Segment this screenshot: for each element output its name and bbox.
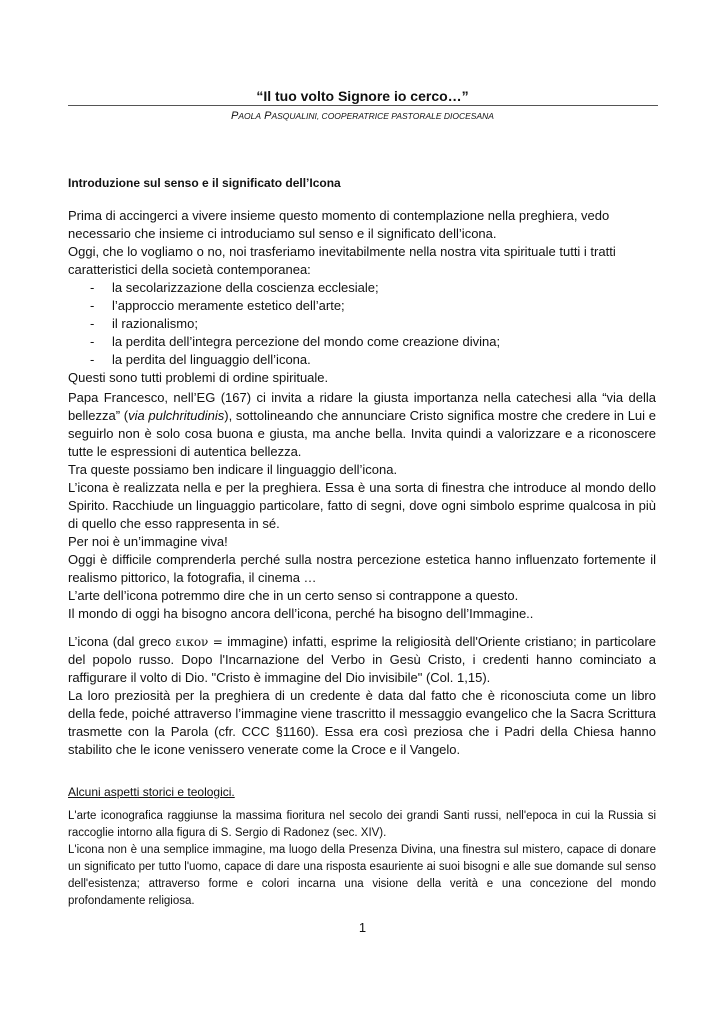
paragraph (68, 389, 656, 461)
list-item-text: la perdita dell’integra percezione del mondo come creazione divina; (112, 334, 501, 349)
document-title: “Il tuo volto Signore io cerco…” (256, 88, 469, 104)
list-bullet: - (90, 316, 95, 331)
paragraph: Oggi è difficile comprenderla perché sulla nostra percezione estetica hanno influenzato fortemente il realismo pittorico, la fotografia, il cinema … (68, 552, 656, 585)
paragraph: L'arte iconografica raggiunse la massima fioritura nel secolo dei grandi Santi russi, nell'epoca in cui la Russia si raccoglie intorno alla figura di S. Sergio di Radonez (sec. XIV). (68, 810, 656, 839)
author-first-initial: P (231, 110, 239, 122)
sub-heading: Alcuni aspetti storici e teologici. (68, 785, 235, 799)
intro-block (68, 207, 656, 387)
list-bullet: - (90, 352, 95, 367)
list-item-text: il razionalismo; (112, 316, 198, 331)
title-divider (68, 105, 658, 106)
paragraph: Questi sono tutti problemi di ordine spirituale. (68, 370, 329, 385)
list-item-text: la secolarizzazione della coscienza ecclesiale; (112, 280, 379, 295)
author-first-rest: AOLA (238, 111, 262, 121)
list-item (68, 351, 656, 369)
paragraph: Tra queste possiamo ben indicare il linguaggio dell’icona. (68, 462, 398, 477)
list-bullet: - (90, 280, 95, 295)
section-heading: Introduzione sul senso e il significato dell’Icona (68, 176, 341, 190)
list-bullet: - (90, 334, 95, 349)
list-item (68, 333, 656, 351)
paragraph (68, 633, 656, 687)
list-item-text: la perdita del linguaggio dell’icona. (112, 352, 311, 367)
paragraph-text: ), sottolineando che annunciare Cristo significa mostre che credere in Lui e seguirlo non è solo cosa buona e giusta, ma anche bella. Invita quindi a valorizzare e a riconoscere tutte le espressioni di autentica bellezza. (68, 408, 656, 459)
list-item (68, 297, 656, 315)
paragraph: La loro preziosità per la preghiera di un credente è data dal fatto che è riconosciuta come un libro della fede, poiché attraverso l’immagine viene trascritto il messaggio evangelico che la Sacra Scrittura trasmette con la Parola (cfr. CCC §1160). Essa era così preziosa che i Padri della Chiesa hanno stabilito che le icone venissero venerate come la Croce e il Vangelo. (68, 688, 656, 757)
italic-term: via pulchritudinis (128, 408, 225, 423)
paragraph: L’icona è realizzata nella e per la preghiera. Essa è una sorta di finestra che introduce al mondo dello Spirito. Racchiude un linguaggio particolare, fatto di segni, dove ogni simbolo esprime qualcosa in più di quello che esso rappresenta in sé. (68, 480, 656, 531)
paragraph-text: Papa Francesco, nell’EG (167) ci invita a ridare la giusta importanza nella catechesi alla “via della bellezza” ( (68, 390, 656, 423)
paragraph: L'icona non è una semplice immagine, ma luogo della Presenza Divina, una finestra sul mistero, capace di donare un significato per tutto l'uomo, capace di dare una risposta esauriente ai suoi bisogni e alle sue domande sul senso dell'esistenza; attraverso forme e colori incarna una visione della verità e una concezione del mondo profondamente religiosa. (68, 844, 656, 907)
paragraph: Oggi, che lo vogliamo o no, noi trasferiamo inevitabilmente nella nostra vita spirituale tutti i tratti caratteristici della società contemporanea: (68, 244, 616, 277)
paragraph: Il mondo di oggi ha bisogno ancora dell’icona, perché ha bisogno dell’Immagine.. (68, 606, 534, 621)
paragraph-text: immagine) infatti, esprime la religiosità dell'Oriente cristiano; in particolare del popolo russo. Dopo l'Incarnazione del Verbo in Gesù Cristo, i credenti hanno cominciato a raffigurare il volto di Dio. "Cristo è immagine del Dio invisibile" (Col. 1,15). (68, 634, 657, 685)
author-last-initial: P (264, 110, 272, 122)
author-line (0, 110, 725, 122)
greek-word: εικον = (175, 635, 228, 649)
author-last-rest: ASQUALINI (271, 111, 317, 121)
paragraph: L’arte dell’icona potremmo dire che in un certo senso si contrappone a questo. (68, 588, 519, 603)
list-item (68, 315, 656, 333)
problems-list (68, 279, 656, 369)
page-number: 1 (358, 920, 367, 935)
icon-definition-block (68, 633, 656, 759)
paragraph: Per noi è un’immagine viva! (68, 534, 228, 549)
list-item-text: l’approccio meramente estetico dell’arte; (112, 298, 345, 313)
paragraph-text: L’icona (dal greco (68, 634, 176, 649)
paragraph: Prima di accingerci a vivere insieme questo momento di contemplazione nella preghiera, vedo necessario che insieme ci introduciamo sul senso e il significato dell’icona. (68, 208, 610, 241)
author-role: , COOPERATRICE PASTORALE DIOCESANA (316, 111, 494, 121)
list-bullet: - (90, 298, 95, 313)
historical-block (68, 808, 656, 910)
list-item (68, 279, 656, 297)
pope-francesco-block (68, 389, 656, 623)
